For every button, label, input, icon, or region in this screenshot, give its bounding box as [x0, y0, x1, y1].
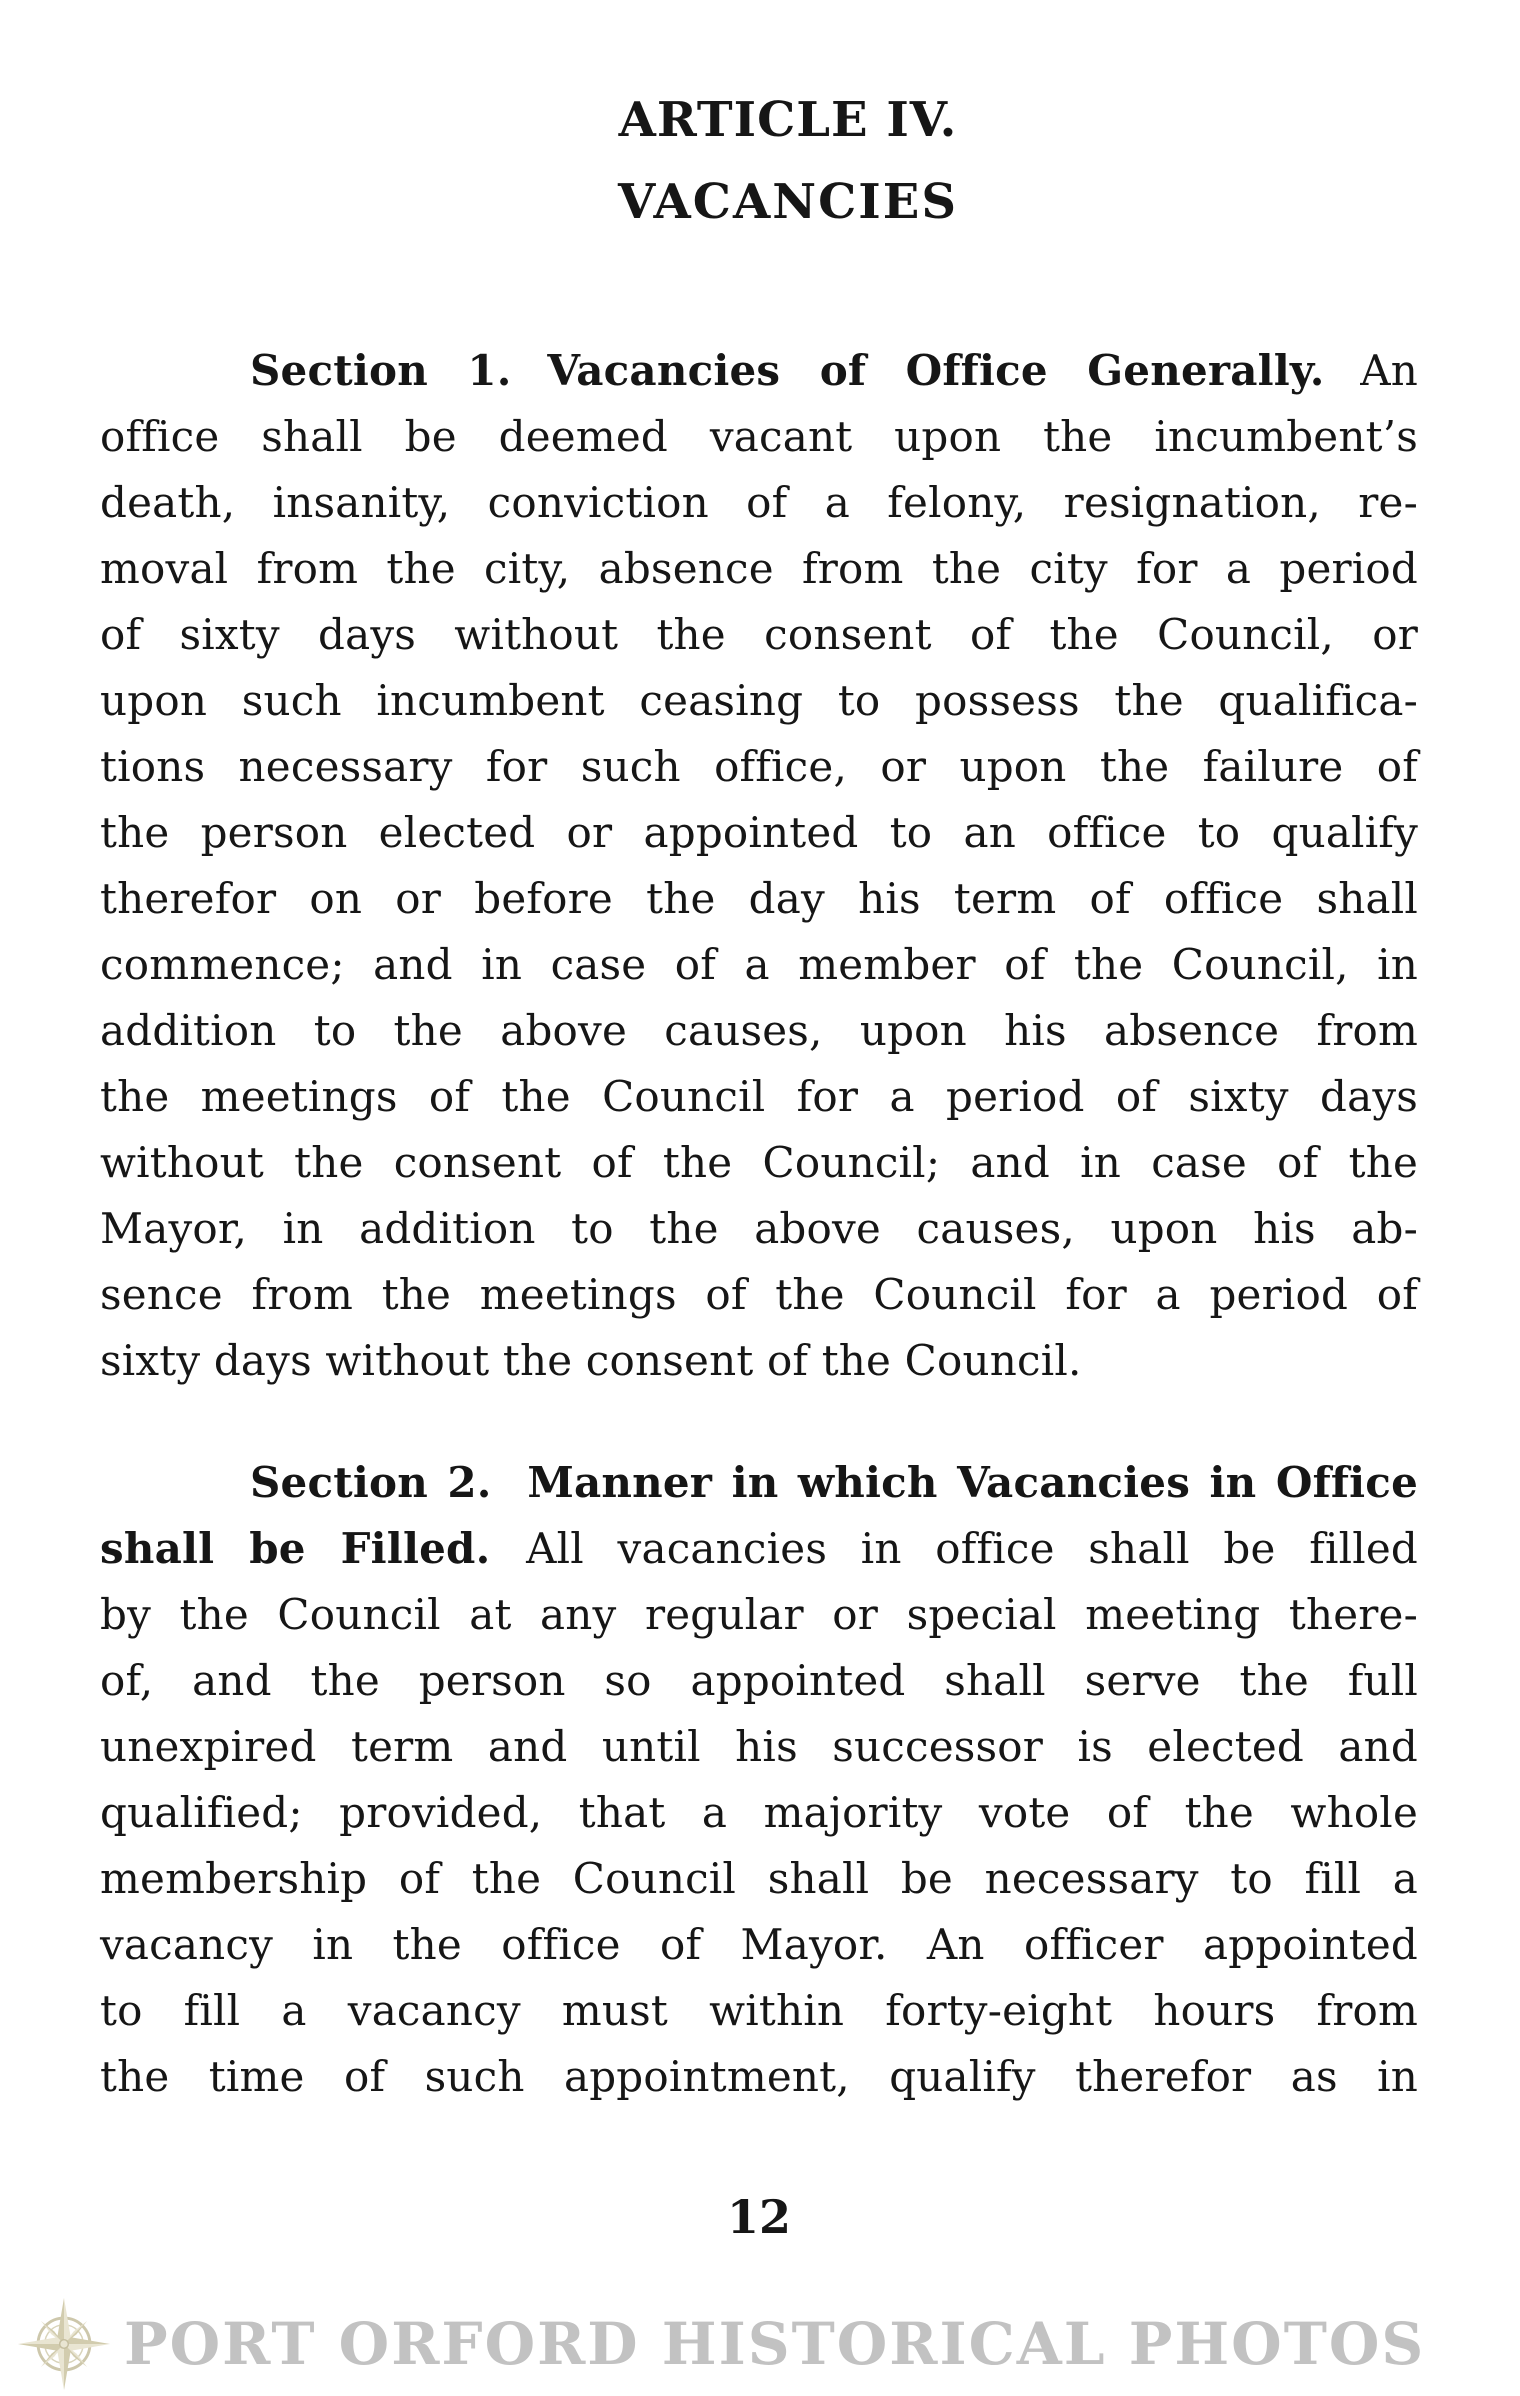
article-subheading: VACANCIES [618, 174, 958, 230]
article-heading: ARTICLE IV. [618, 92, 958, 148]
text-line: addition to the above causes, upon his absence from [100, 1006, 1418, 1055]
text-line: the person elected or appointed to an office to qualify [100, 808, 1418, 857]
text-line [100, 338, 1418, 404]
section-1-title: Vacancies of Office Generally. [547, 346, 1325, 395]
text-line: without the consent of the Council; and in case of the [100, 1138, 1418, 1187]
text-line: of, and the person so appointed shall serve the full [100, 1656, 1418, 1705]
section-2-paragraph [100, 1450, 1418, 2110]
section-2-title-continued: shall be Filled. [100, 1524, 491, 1573]
text-line: to fill a vacancy must within forty-eight hours from [100, 1986, 1418, 2035]
section-1-paragraph [100, 338, 1418, 1394]
section-1-label: Section 1. [250, 346, 512, 395]
text-column [100, 338, 1418, 2244]
text-line: membership of the Council shall be necessary to fill a [100, 1854, 1418, 1903]
text-line: sence from the meetings of the Council for a period of [100, 1270, 1418, 1319]
text-line: the time of such appointment, qualify therefor as in [100, 2052, 1418, 2101]
text-line: death, insanity, conviction of a felony, resignation, re- [100, 478, 1418, 527]
text-line: of sixty days without the consent of the Council, or [100, 610, 1418, 659]
text-line: upon such incumbent ceasing to possess the qualifica- [100, 676, 1418, 725]
text-line [100, 1516, 1418, 1582]
text-line: the meetings of the Council for a period of sixty days [100, 1072, 1418, 1121]
text-run: An [1360, 346, 1419, 395]
text-line: by the Council at any regular or special meeting there- [100, 1590, 1418, 1639]
text-run: All vacancies in office shall be filled [526, 1524, 1418, 1573]
text-line: tions necessary for such office, or upon the failure of [100, 742, 1418, 791]
watermark-text: PORT ORFORD HISTORICAL PHOTOS [124, 2310, 1426, 2378]
text-line: vacancy in the office of Mayor. An officer appointed [100, 1920, 1418, 1969]
text-line: office shall be deemed vacant upon the incumbent’s [100, 412, 1418, 461]
text-line: unexpired term and until his successor is elected and [100, 1722, 1418, 1771]
text-line: commence; and in case of a member of the Council, in [100, 940, 1418, 989]
text-line: therefor on or before the day his term of office shall [100, 874, 1418, 923]
text-line: Mayor, in addition to the above causes, upon his ab- [100, 1204, 1418, 1253]
section-2-label: Section 2. [250, 1458, 492, 1507]
text-line [100, 1450, 1418, 1516]
compass-rose-icon [16, 2296, 112, 2392]
text-line: sixty days without the consent of the Council. [100, 1336, 1082, 1385]
text-line: qualified; provided, that a majority vote of the whole [100, 1788, 1418, 1837]
heading-block [28, 92, 1520, 230]
section-2-title: Manner in which Vacancies in Office [527, 1458, 1418, 1507]
page-number: 12 [726, 2190, 791, 2244]
watermark [16, 2296, 1425, 2392]
text-line: moval from the city, absence from the city for a period [100, 544, 1418, 593]
